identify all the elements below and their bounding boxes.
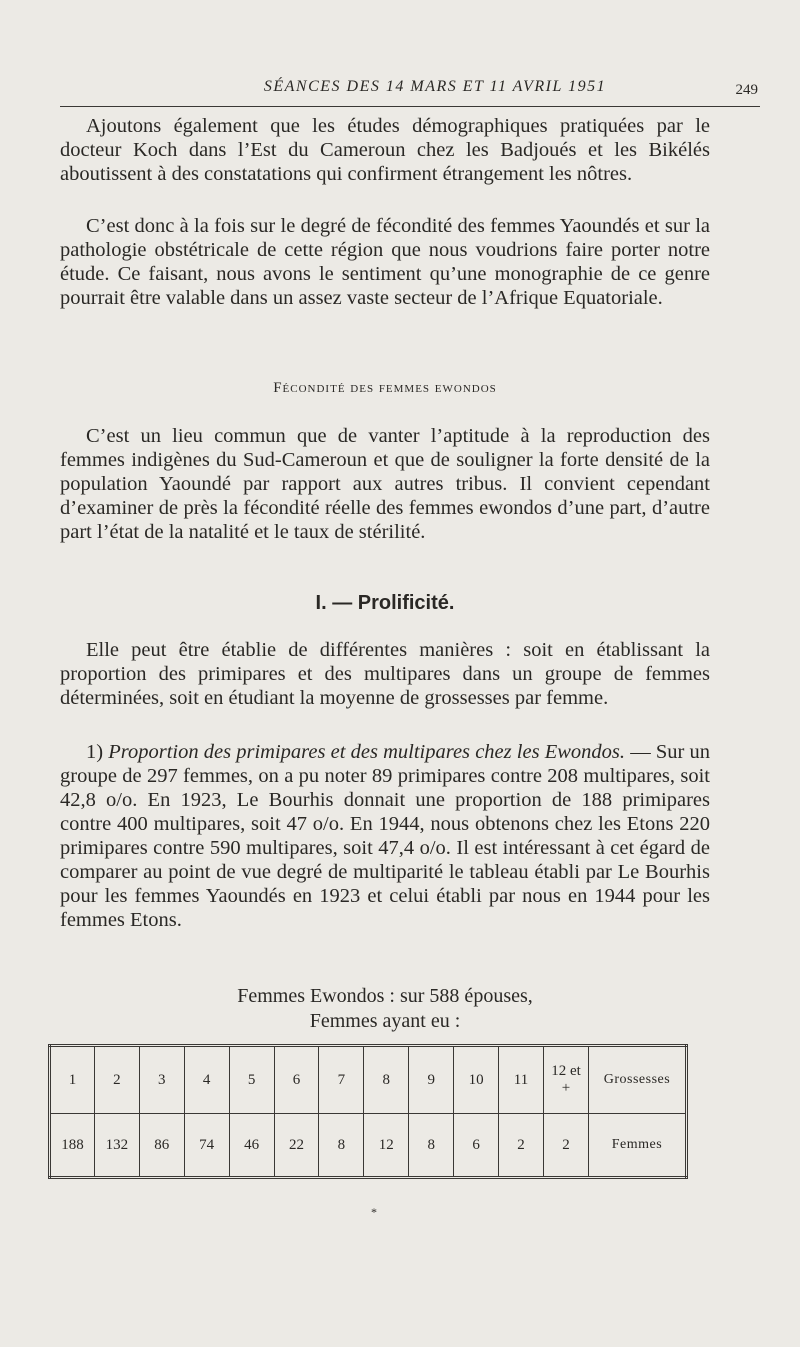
table-cell: 2 [499, 1114, 544, 1178]
table-cell: 4 [184, 1046, 229, 1114]
table-cell: 3 [139, 1046, 184, 1114]
table-cell: 8 [364, 1046, 409, 1114]
running-head: SÉANCES DES 14 MARS ET 11 AVRIL 1951 [263, 78, 607, 95]
table-row-grossesses [50, 1046, 687, 1114]
paragraph-text: Ajoutons également que les études démographiques pratiquées par le docteur Koch dans l’Est du Cameroun chez les Badjoués et les Bikélés aboutissent à des constatations qui confirment étrangement les nôtres. [60, 115, 710, 185]
table-cell: 46 [229, 1114, 274, 1178]
table-cell: 7 [319, 1046, 364, 1114]
subheading-prolificite: I. — Prolificité. [315, 592, 455, 614]
multiparity-table [48, 1044, 688, 1179]
item-number: 1) [86, 741, 104, 763]
table-cell: 5 [229, 1046, 274, 1114]
row-label-femmes: Femmes [589, 1114, 687, 1178]
table-cell: 6 [274, 1046, 319, 1114]
footer-marker: * [371, 1205, 377, 1219]
paragraph-proportion [60, 740, 710, 932]
paragraph-text: C’est un lieu commun que de vanter l’aptitude à la reproduction des femmes indigènes du Sud-Cameroun et que de souligner la forte densité de la population Yaoundé par rapport aux autres tribus. Il convient cependant d’examiner de près la fécondité réelle des femmes ewondos d’une part, d’autre part l’état de la natalité et le taux de stérilité. [60, 425, 710, 543]
table-cell: 2 [94, 1046, 139, 1114]
page-header [60, 74, 760, 107]
item-title: Proportion des primipares et des multipares chez les Ewondos. [108, 741, 626, 763]
paragraph-study-aim [60, 214, 710, 310]
table-cell: 1 [50, 1046, 95, 1114]
table-cell: 132 [94, 1114, 139, 1178]
table-cell: 12 [364, 1114, 409, 1178]
row-label-grossesses: Grossesses [589, 1046, 687, 1114]
table-cell: 8 [409, 1114, 454, 1178]
table-cell: 86 [139, 1114, 184, 1178]
table-cell: 9 [409, 1046, 454, 1114]
paragraph-demographic-studies [60, 114, 710, 186]
table-row-femmes [50, 1114, 687, 1178]
table-cell: 8 [319, 1114, 364, 1178]
paragraph-methods [60, 638, 710, 710]
item-body: — Sur un groupe de 297 femmes, on a pu noter 89 primipares contre 208 multipares, soit 42,8 o/o. En 1923, Le Bourhis donnait une proportion de 188 primipares contre 400 multipares, soit 47 o/o. En 1944, nous obtenons chez les Etons 220 primipares contre 590 multipares, soit 47,4 o/o. Il est intéressant à cet égard de comparer au point de vue degré de multiparité le tableau établi par Le Bourhis pour les femmes Yaoundés en 1923 et celui établi par nous en 1944 pour les femmes Etons. [60, 741, 711, 931]
table-cell: 188 [50, 1114, 95, 1178]
table-cell: 2 [543, 1114, 588, 1178]
section-title: Fécondité des femmes ewondos [273, 380, 497, 396]
table-cell: 6 [454, 1114, 499, 1178]
table-caption-line: Femmes Ewondos : sur 588 épouses, [237, 985, 533, 1007]
paragraph-text [60, 740, 710, 932]
table-cell: 12 et + [543, 1046, 588, 1114]
paragraph-text: Elle peut être établie de différentes manières : soit en établissant la proportion des primipares et des multipares dans un groupe de femmes déterminées, soit en étudiant la moyenne de grossesses par femme. [60, 639, 710, 709]
page-number: 249 [735, 82, 758, 98]
table-caption-line: Femmes ayant eu : [309, 1010, 461, 1032]
paragraph-fertility-intro [60, 424, 710, 544]
table-cell: 74 [184, 1114, 229, 1178]
table-cell: 10 [454, 1046, 499, 1114]
paragraph-text: C’est donc à la fois sur le degré de fécondité des femmes Yaoundés et sur la pathologie obstétricale de cette région que nous voudrions faire porter notre étude. Ce faisant, nous avons le sentiment qu’une monographie de ce genre pourrait être valable dans un assez vaste secteur de l’Afrique Equatoriale. [60, 215, 710, 309]
table-cell: 22 [274, 1114, 319, 1178]
table-caption [60, 984, 710, 1034]
table-cell: 11 [499, 1046, 544, 1114]
